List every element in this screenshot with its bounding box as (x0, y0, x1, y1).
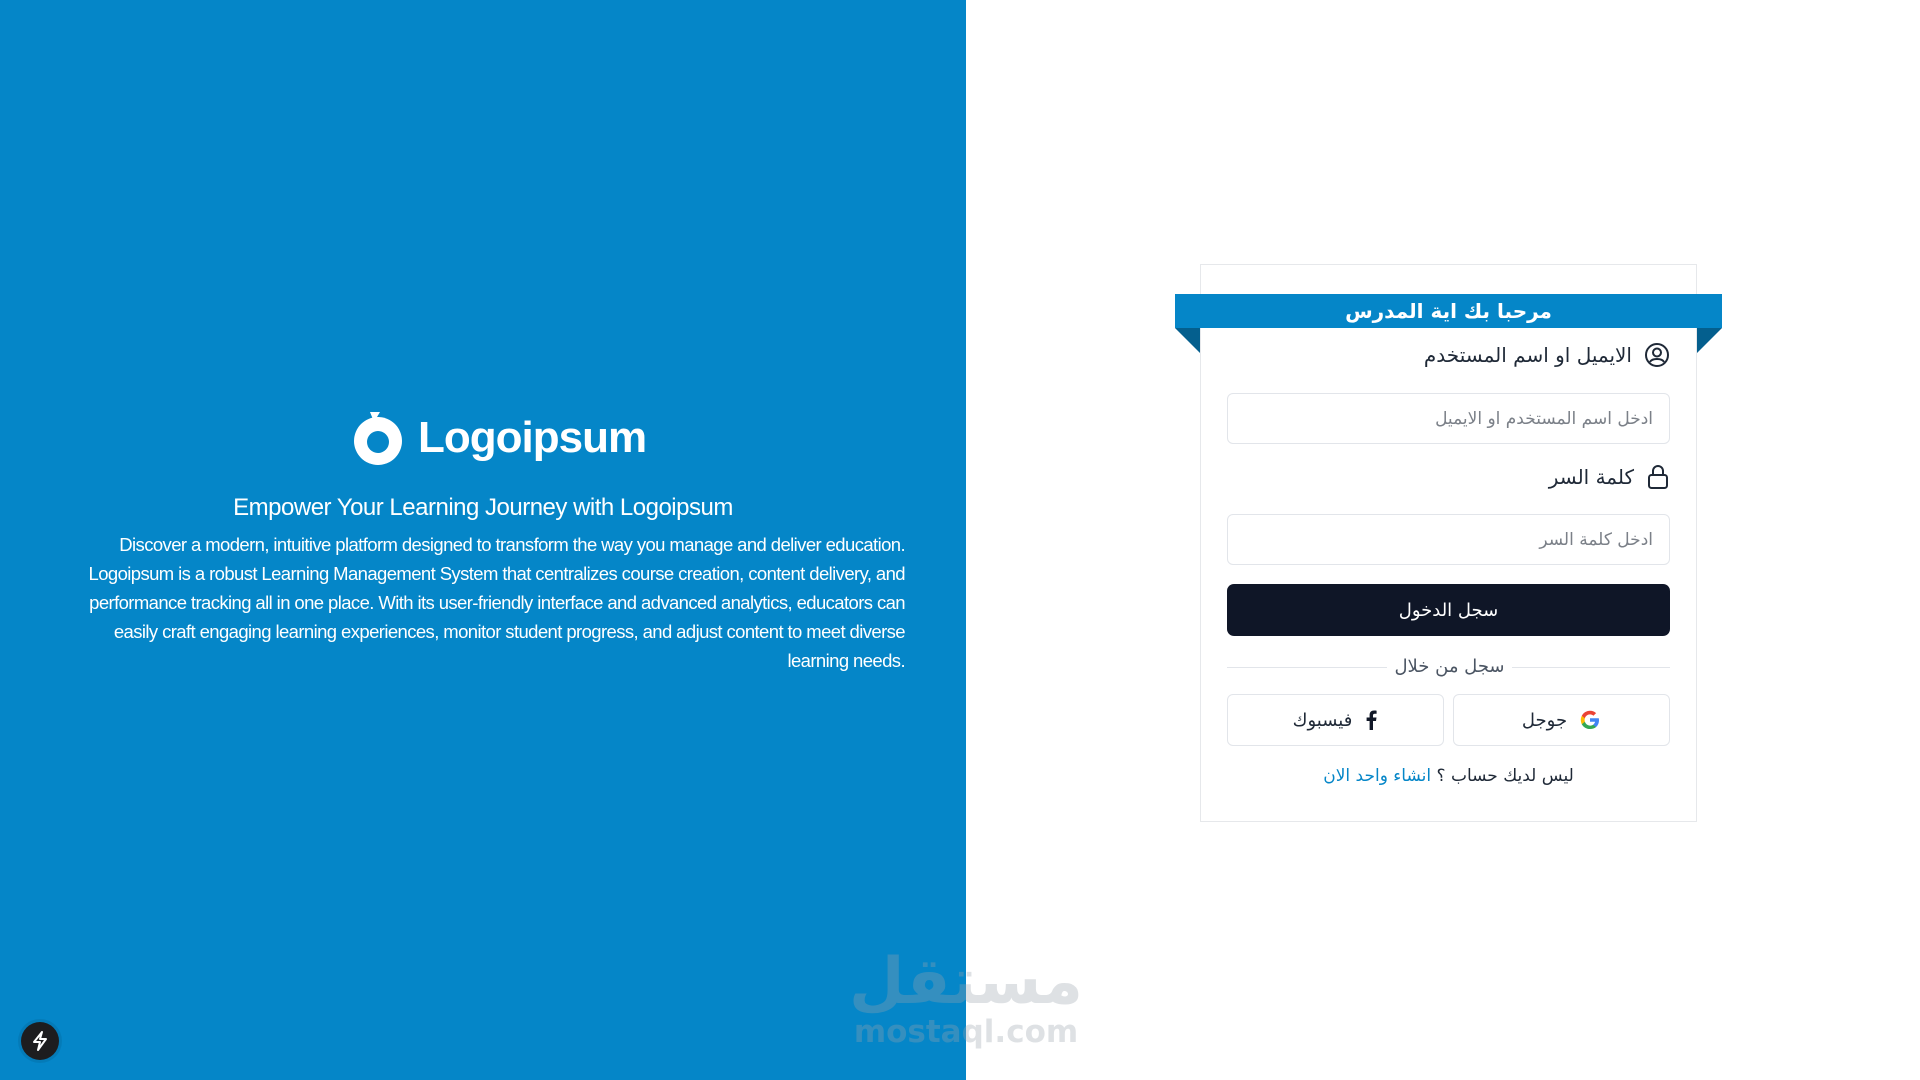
brand-description: Discover a modern, intuitive platform designed to transform the way you manage and deliver education. Logoipsum is a robust Learning Management System that centralizes course creation, content delivery, and performance tracking all in one place. With its user-friendly interface and advanced analytics, educators can easily craft engaging learning experiences, monitor student progress, and adjust content to meet diverse learning needs. (88, 534, 905, 671)
user-circle-icon (1644, 342, 1670, 368)
login-ribbon (1175, 294, 1722, 328)
ribbon-fold-left (1175, 328, 1200, 353)
ribbon-fold-right (1697, 328, 1722, 353)
password-label (1549, 464, 1670, 490)
password-input[interactable] (1227, 514, 1670, 565)
lock-icon (1646, 464, 1670, 490)
password-label-text: كلمة السر (1548, 465, 1634, 489)
email-input[interactable] (1227, 393, 1670, 444)
google-login-button[interactable] (1453, 694, 1670, 746)
login-title: مرحبا بك اية المدرس (1345, 299, 1552, 323)
watermark-arabic: مستقل (848, 945, 1084, 1019)
google-icon (1579, 709, 1601, 731)
facebook-label: فيسبوك (1292, 709, 1353, 731)
brand-name: Logoipsum (418, 413, 647, 462)
brand-logo (350, 408, 646, 468)
logo-mark-icon (350, 408, 406, 468)
quick-action-button[interactable] (21, 1022, 59, 1060)
brand-tagline: Empower Your Learning Journey with Logoipsum (233, 494, 733, 521)
social-divider-text: سجل من خلال (1394, 656, 1505, 677)
login-button[interactable]: سجل الدخول (1227, 584, 1670, 636)
facebook-icon (1364, 709, 1378, 731)
signup-row (1227, 766, 1670, 786)
bolt-icon (31, 1031, 49, 1051)
watermark-latin: mostaql.com (853, 1014, 1079, 1050)
signup-link[interactable]: انشاء واحد الان (1323, 766, 1432, 786)
no-account-text: ليس لديك حساب ؟ (1436, 766, 1574, 786)
email-label-text: الايميل او اسم المستخدم (1423, 343, 1632, 367)
google-label: جوجل (1521, 709, 1568, 731)
email-label (1424, 342, 1670, 368)
facebook-login-button[interactable] (1227, 694, 1444, 746)
divider-line-right (1512, 667, 1670, 668)
divider-line-left (1227, 667, 1387, 668)
